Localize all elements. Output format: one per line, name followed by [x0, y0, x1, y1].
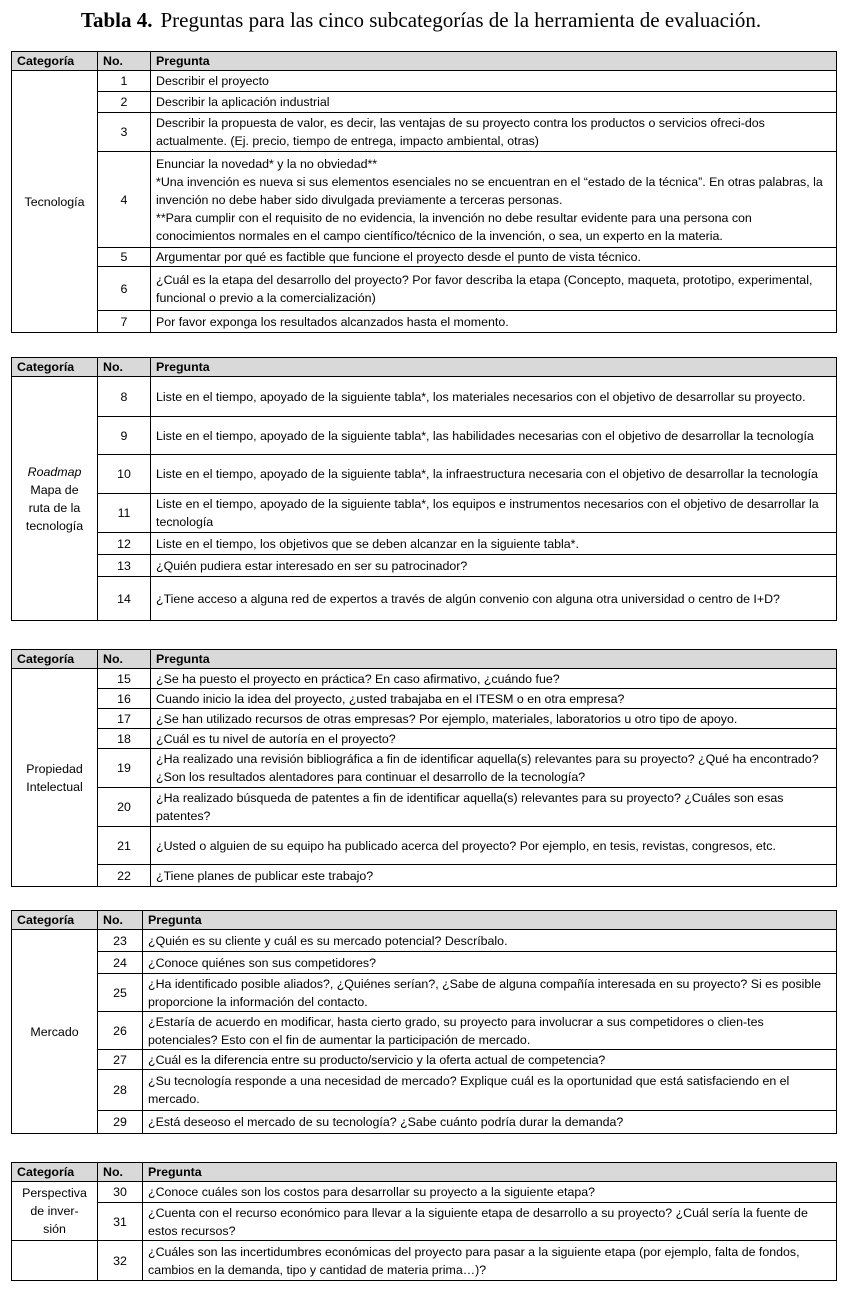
- question-number: 26: [98, 1012, 143, 1050]
- question-number: 14: [98, 577, 151, 621]
- category-label: Perspectiva: [22, 1186, 87, 1200]
- category-label: Mapa de: [30, 482, 79, 497]
- category-cell: [12, 669, 98, 887]
- question-text: ¿Usted o alguien de su equipo ha publicado acerca del proyecto? Por ejemplo, en tesis, revistas, congresos, etc.: [151, 827, 837, 865]
- table-row: [12, 1241, 837, 1281]
- table-row: [12, 113, 837, 152]
- questions-table-perspectiva-inversion: [11, 1162, 837, 1281]
- table-row: [12, 577, 837, 621]
- header-row: [12, 1163, 837, 1182]
- category-cell: [12, 71, 98, 333]
- header-question: Pregunta: [143, 1163, 837, 1182]
- question-text: [151, 152, 837, 248]
- question-text: ¿Cuáles son las incertidumbres económicas del proyecto para pasar a la siguiente etapa (por ejemplo, falta de fondos, cambios en la demanda, tipo y cantidad de materia prima…)?: [143, 1241, 837, 1281]
- table-row: [12, 248, 837, 267]
- question-text: ¿Cuál es la etapa del desarrollo del proyecto? Por favor describa la etapa (Concepto, maqueta, prototipo, experimental, funcional o previo a la comercialización): [151, 267, 837, 311]
- question-text: ¿Se ha puesto el proyecto en práctica? En caso afirmativo, ¿cuándo fue?: [151, 669, 837, 689]
- question-number: 10: [98, 455, 151, 494]
- header-category: Categoría: [12, 358, 98, 377]
- question-text: ¿Se han utilizado recursos de otras empresas? Por ejemplo, materiales, laboratorios u otro tipo de apoyo.: [151, 709, 837, 729]
- question-text: ¿Estaría de acuerdo en modificar, hasta cierto grado, su proyecto para involucrar a sus competidores o clien-tes potenciales? Esto con el fin de aumentar la participación de mercado.: [143, 1012, 837, 1050]
- question-number: 2: [98, 92, 151, 113]
- table-row: [12, 729, 837, 749]
- category-label: Propiedad: [26, 761, 83, 776]
- question-footnote: **Para cumplir con el requisito de no evidencia, la invención no debe resultar evidente para una persona con conocimientos normales en el campo científico/técnico de la invención, o sea, un experto en la materia.: [156, 210, 752, 243]
- question-number: 8: [98, 377, 151, 417]
- table-row: [12, 974, 837, 1012]
- question-number: 6: [98, 267, 151, 311]
- question-text: Por favor exponga los resultados alcanzados hasta el momento.: [151, 311, 837, 333]
- question-number: 24: [98, 952, 143, 974]
- question-number: 13: [98, 555, 151, 577]
- category-label: tecnología: [25, 518, 84, 533]
- table-row: [12, 1070, 837, 1111]
- question-text: Cuando inicio la idea del proyecto, ¿usted trabajaba en el ITESM o en otra empresa?: [151, 689, 837, 709]
- header-number: No.: [98, 911, 143, 930]
- questions-table-propiedad-intelectual: [11, 649, 837, 887]
- table-row: [12, 788, 837, 827]
- question-text: ¿Cuenta con el recurso económico para llevar a la siguiente etapa de desarrollo a su proyecto? ¿Cuál sería la fuente de estos recursos?: [143, 1203, 837, 1241]
- table-row: [12, 555, 837, 577]
- question-text: Describir la aplicación industrial: [151, 92, 837, 113]
- question-text: ¿Ha realizado búsqueda de patentes a fin de identificar aquella(s) relevantes para su proyecto? ¿Cuáles son esas patentes?: [151, 788, 837, 827]
- table-row: [12, 1203, 837, 1241]
- table-row: [12, 709, 837, 729]
- table-row: [12, 417, 837, 455]
- table-row: [12, 377, 837, 417]
- table-row: [12, 71, 837, 92]
- header-number: No.: [98, 358, 151, 377]
- header-question: Pregunta: [151, 358, 837, 377]
- question-number: 30: [98, 1182, 143, 1203]
- question-text: Describir la propuesta de valor, es decir, las ventajas de su proyecto contra los productos o servicios ofreci-dos actualmente. (Ej. precio, tiempo de entrega, impacto ambiental, otras): [151, 113, 837, 152]
- question-text: ¿Tiene acceso a alguna red de expertos a través de algún convenio con alguna otra universidad o centro de I+D?: [151, 577, 837, 621]
- table-row: [12, 1050, 837, 1070]
- header-row: [12, 52, 837, 71]
- table-row: [12, 455, 837, 494]
- table-row: [12, 865, 837, 887]
- question-number: 16: [98, 689, 151, 709]
- header-number: No.: [98, 52, 151, 71]
- header-category: Categoría: [12, 1163, 98, 1182]
- question-text: ¿Cuál es la diferencia entre su producto/servicio y la oferta actual de competencia?: [143, 1050, 837, 1070]
- question-text: Argumentar por qué es factible que funcione el proyecto desde el punto de vista técnico.: [151, 248, 837, 267]
- question-number: 3: [98, 113, 151, 152]
- question-number: 9: [98, 417, 151, 455]
- question-text: ¿Cuál es tu nivel de autoría en el proyecto?: [151, 729, 837, 749]
- table-title-text: Preguntas para las cinco subcategorías de la herramienta de evaluación.: [160, 8, 762, 32]
- question-number: 19: [98, 749, 151, 788]
- header-question: Pregunta: [151, 52, 837, 71]
- table-title: [0, 8, 842, 33]
- question-text: ¿Ha identificado posible aliados?, ¿Quiénes serían?, ¿Sabe de alguna compañía interesada en su proyecto? Si es posible proporcione la información del contacto.: [143, 974, 837, 1012]
- question-line: Enunciar la novedad* y la no obviedad**: [156, 156, 378, 171]
- question-text: Describir el proyecto: [151, 71, 837, 92]
- table-row: [12, 311, 837, 333]
- question-text: ¿Conoce quiénes son sus competidores?: [143, 952, 837, 974]
- question-number: 17: [98, 709, 151, 729]
- header-row: [12, 911, 837, 930]
- category-cell-empty: [12, 1241, 98, 1281]
- question-text: Liste en el tiempo, apoyado de la siguiente tabla*, los equipos e instrumentos necesarios con el objetivo de desarrollar la tecnología: [151, 494, 837, 533]
- table-row: [12, 689, 837, 709]
- category-cell: [12, 930, 98, 1134]
- table-row: [12, 92, 837, 113]
- questions-table-roadmap: [11, 357, 837, 621]
- category-label-italic: Roadmap: [27, 464, 82, 479]
- question-number: 20: [98, 788, 151, 827]
- question-number: 23: [98, 930, 143, 952]
- table-row: [12, 952, 837, 974]
- question-number: 15: [98, 669, 151, 689]
- question-number: 28: [98, 1070, 143, 1111]
- table-row: [12, 152, 837, 248]
- table-row: [12, 669, 837, 689]
- question-text: ¿Conoce cuáles son los costos para desarrollar su proyecto a la siguiente etapa?: [143, 1182, 837, 1203]
- question-number: 32: [98, 1241, 143, 1281]
- header-question: Pregunta: [143, 911, 837, 930]
- table-row: [12, 827, 837, 865]
- question-text: Liste en el tiempo, apoyado de la siguiente tabla*, la infraestructura necesaria con el objetivo de desarrollar la tecnología: [151, 455, 837, 494]
- question-text: Liste en el tiempo, apoyado de la siguiente tabla*, las habilidades necesarias con el objetivo de desarrollar la tecnología: [151, 417, 837, 455]
- table-row: [12, 267, 837, 311]
- table-row: [12, 494, 837, 533]
- question-number: 5: [98, 248, 151, 267]
- question-text: ¿Está deseoso el mercado de su tecnología? ¿Sabe cuánto podría durar la demanda?: [143, 1111, 837, 1134]
- category-label: sión: [43, 1222, 66, 1236]
- question-number: 4: [98, 152, 151, 248]
- question-text: Liste en el tiempo, apoyado de la siguiente tabla*, los materiales necesarios con el objetivo de desarrollar su proyecto.: [151, 377, 837, 417]
- category-cell: [12, 377, 98, 621]
- question-number: 18: [98, 729, 151, 749]
- question-number: 11: [98, 494, 151, 533]
- header-category: Categoría: [12, 911, 98, 930]
- question-text: ¿Quién es su cliente y cuál es su mercado potencial? Descríbalo.: [143, 930, 837, 952]
- question-number: 1: [98, 71, 151, 92]
- header-question: Pregunta: [151, 650, 837, 669]
- category-label: Intelectual: [26, 779, 83, 794]
- question-number: 21: [98, 827, 151, 865]
- questions-table-mercado: [11, 910, 837, 1134]
- question-number: 7: [98, 311, 151, 333]
- table-row: [12, 1012, 837, 1050]
- table-row: [12, 1111, 837, 1134]
- question-text: ¿Su tecnología responde a una necesidad de mercado? Explique cuál es la oportunidad que está satisfaciendo en el mercado.: [143, 1070, 837, 1111]
- table-row: [12, 749, 837, 788]
- category-label: ruta de la: [28, 500, 81, 515]
- header-row: [12, 358, 837, 377]
- question-number: 22: [98, 865, 151, 887]
- question-number: 12: [98, 533, 151, 555]
- header-number: No.: [98, 650, 151, 669]
- category-label: Mercado: [30, 1024, 79, 1039]
- header-category: Categoría: [12, 650, 98, 669]
- question-number: 27: [98, 1050, 143, 1070]
- question-number: 25: [98, 974, 143, 1012]
- header-row: [12, 650, 837, 669]
- table-row: [12, 1182, 837, 1203]
- table-row: [12, 533, 837, 555]
- question-text: ¿Ha realizado una revisión bibliográfica a fin de identificar aquella(s) relevantes para su proyecto? ¿Qué ha encontrado? ¿Son los resultados alentadores para continuar el desarrollo de la tecnología?: [151, 749, 837, 788]
- header-category: Categoría: [12, 52, 98, 71]
- questions-table-tecnologia: [11, 51, 837, 333]
- question-footnote: *Una invención es nueva si sus elementos esenciales no se encuentran en el “estado de la técnica”. En otras palabras, la invención no debe haber sido divulgada previamente a terceras personas.: [156, 174, 823, 207]
- category-label: de inver-: [30, 1204, 79, 1218]
- table-row: [12, 930, 837, 952]
- question-text: ¿Quién pudiera estar interesado en ser su patrocinador?: [151, 555, 837, 577]
- question-number: 29: [98, 1111, 143, 1134]
- header-number: No.: [98, 1163, 143, 1182]
- category-cell: [12, 1182, 98, 1241]
- question-number: 31: [98, 1203, 143, 1241]
- question-text: ¿Tiene planes de publicar este trabajo?: [151, 865, 837, 887]
- category-label: Tecnología: [24, 194, 85, 209]
- question-text: Liste en el tiempo, los objetivos que se deben alcanzar en la siguiente tabla*.: [151, 533, 837, 555]
- table-title-label: Tabla 4.: [80, 8, 153, 32]
